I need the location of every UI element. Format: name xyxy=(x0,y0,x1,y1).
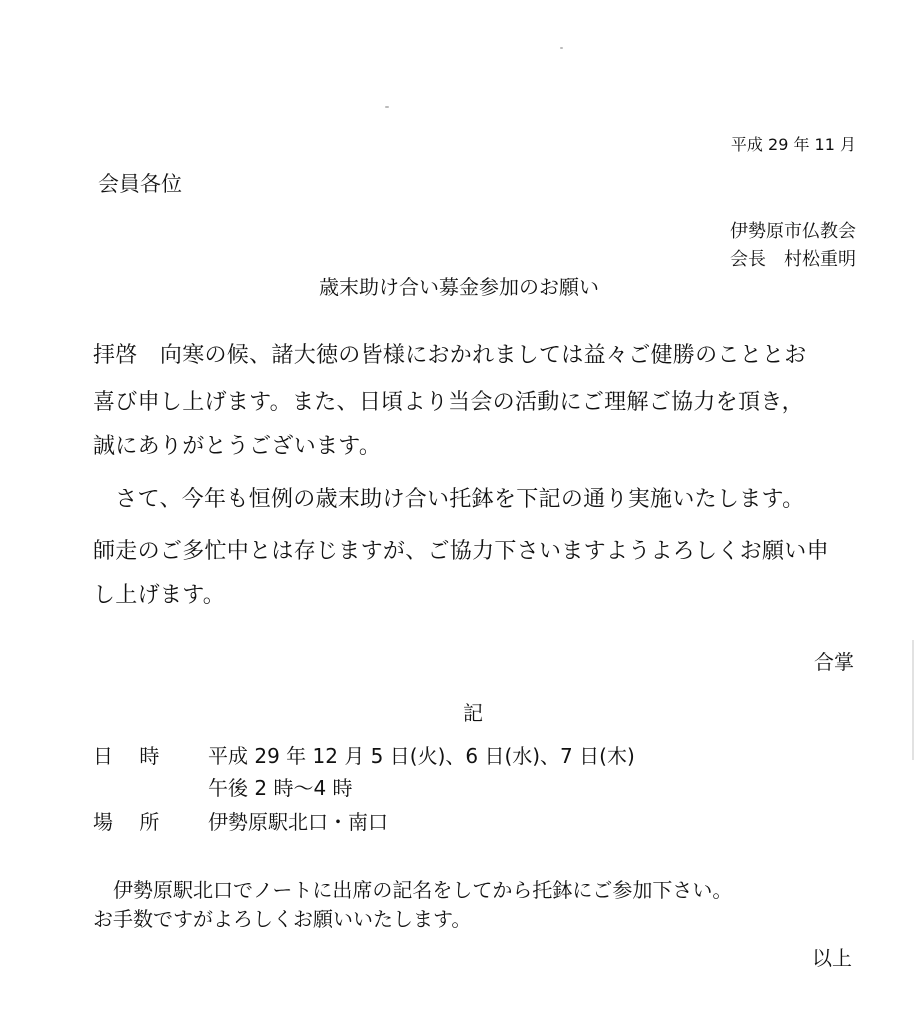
note-line: 伊勢原駅北口でノートに出席の記名をしてから托鉢にご参加下さい。 xyxy=(93,878,733,902)
sender-name: 会長 村松重明 xyxy=(730,249,856,270)
body-line: 拝啓 向寒の候、諸大徳の皆様におかれましては益々ご健勝のこととお xyxy=(93,343,807,368)
closing-gassho: 合掌 xyxy=(814,650,854,674)
scan-speck xyxy=(385,106,389,108)
datetime-value: 平成 29 年 12 月 5 日(火)、6 日(水)、7 日(木) xyxy=(208,744,635,768)
scan-speck xyxy=(560,47,563,49)
body-line: さて、今年も恒例の歳末助け合い托鉢を下記の通り実施いたします。 xyxy=(93,487,805,512)
body-line: し上げます。 xyxy=(93,583,226,608)
body-line: 喜び申し上げます。また、日頃より当会の活動にご理解ご協力を頂き， xyxy=(93,390,804,415)
sender-organization: 伊勢原市仏教会 xyxy=(730,221,856,242)
document-title: 歳末助け合い募金参加のお願い xyxy=(319,275,599,299)
document-date: 平成 29 年 11 月 xyxy=(730,135,856,154)
body-line: 誠にありがとうございます。 xyxy=(93,434,382,459)
note-line: お手数ですがよろしくお願いいたします。 xyxy=(93,907,472,931)
body-line: 師走のご多忙中とは存じますが、ご協力下さいますようよろしくお願い申 xyxy=(93,539,829,564)
ki-heading: 記 xyxy=(463,701,483,725)
datetime-label: 日 時 xyxy=(93,744,170,768)
addressee: 会員各位 xyxy=(98,172,182,196)
place-value: 伊勢原駅北口・南口 xyxy=(208,810,388,834)
end-mark: 以上 xyxy=(812,946,852,970)
place-label: 場 所 xyxy=(93,810,170,834)
time-value: 午後 2 時～4 時 xyxy=(208,776,353,800)
